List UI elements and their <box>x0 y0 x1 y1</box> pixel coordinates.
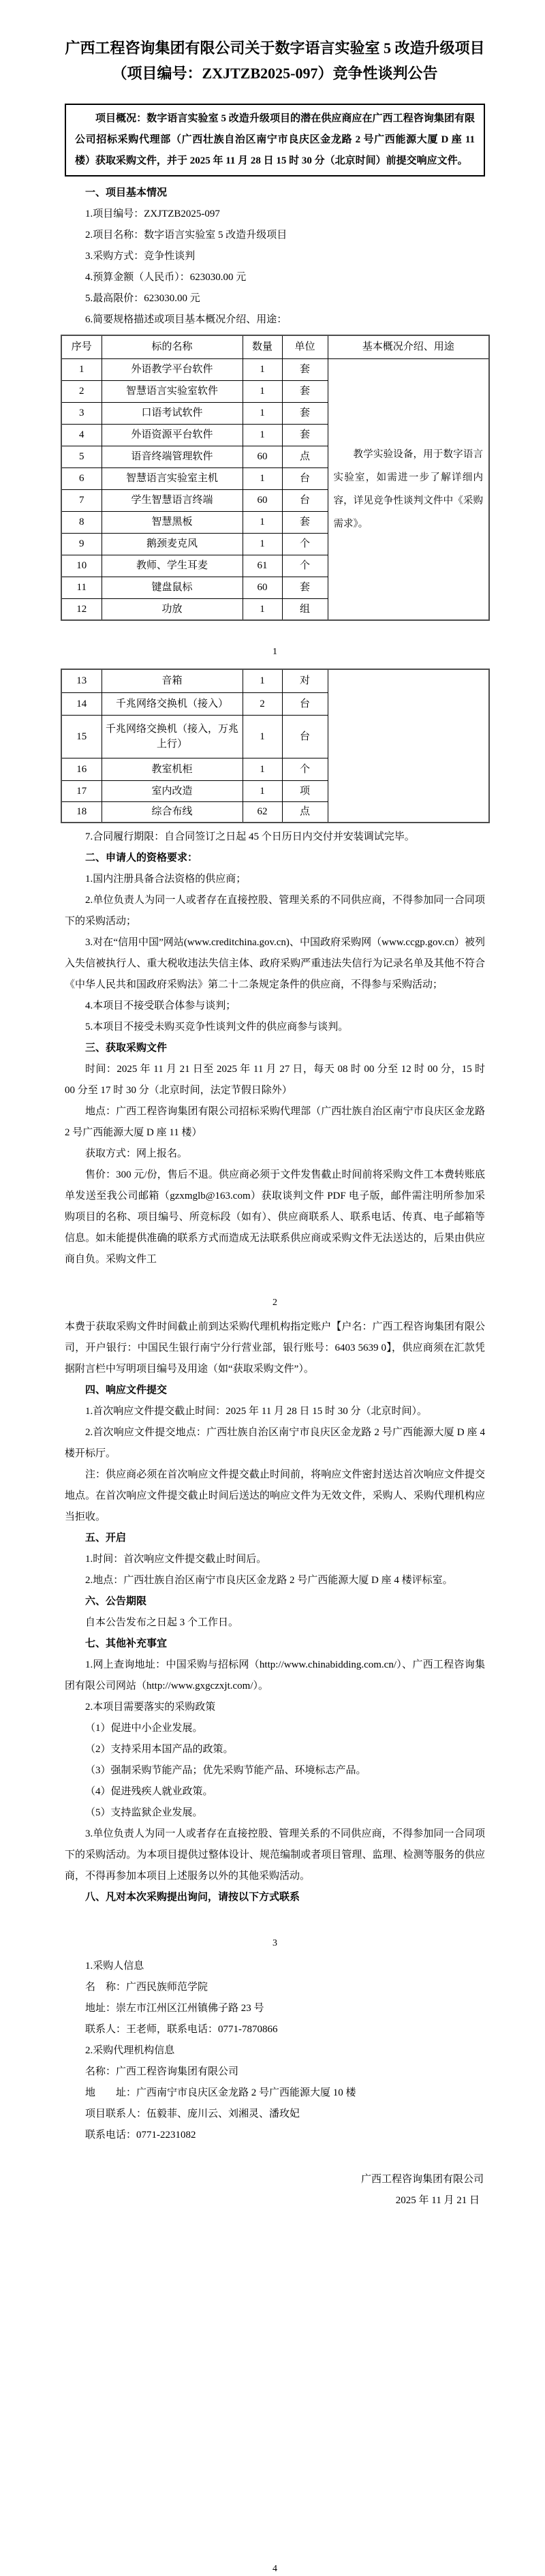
cell-seq: 12 <box>61 598 102 620</box>
announcement-period: 自本公告发布之日起 3 个工作日。 <box>85 1617 239 1628</box>
qualification-item: 4.本项目不接受联合体参与谈判； <box>85 1000 236 1011</box>
policy-item: （3）强制采购节能产品；优先采购节能产品、环境标志产品。 <box>85 1765 367 1776</box>
opening-time: 1.时间：首次响应文件提交截止时间后。 <box>85 1554 267 1565</box>
cell-qty: 2 <box>243 692 282 715</box>
sec1-item-spec-intro: 6.简要规格描述或项目基本概况介绍、用途： <box>85 314 287 325</box>
cell-name: 教师、学生耳麦 <box>102 555 243 577</box>
cell-name: 音箱 <box>102 669 243 692</box>
cell-unit: 套 <box>282 511 328 533</box>
cell-qty: 1 <box>243 598 282 620</box>
page-number-1 <box>65 645 485 659</box>
sec3-heading: 三、获取采购文件 <box>85 1043 168 1054</box>
agency-name: 名称：广西工程咨询集团有限公司 <box>85 2066 239 2077</box>
cell-qty: 60 <box>243 489 282 511</box>
cell-qty: 61 <box>243 555 282 577</box>
page-number-text: 2 <box>272 1298 277 1308</box>
policy-item: （2）支持采用本国产品的政策。 <box>85 1744 234 1755</box>
cell-unit: 个 <box>282 533 328 555</box>
col-header-name: 标的名称 <box>102 335 243 358</box>
sec1-heading: 一、项目基本情况 <box>85 187 168 198</box>
signature-company: 广西工程咨询集团有限公司 <box>360 2174 484 2185</box>
cell-name: 语音终端管理软件 <box>102 446 243 467</box>
cell-name: 外语资源平台软件 <box>102 424 243 446</box>
cell-qty: 1 <box>243 715 282 758</box>
table-row <box>61 669 489 692</box>
col-header-qty: 数量 <box>243 335 282 358</box>
cell-qty: 62 <box>243 801 282 823</box>
remark-text: 教学实验设备，用于数字语言实验室，如需进一步了解详细内容，详见竞争性谈判文件中《采购需求》。 <box>333 448 483 530</box>
signature-block <box>65 2169 485 2211</box>
sec1-item-project-name: 2.项目名称：数字语言实验室 5 改造升级项目 <box>85 230 287 241</box>
page-number-text: 3 <box>272 1938 277 1948</box>
policy-item: （4）促进残疾人就业政策。 <box>85 1786 213 1797</box>
agency-info-heading: 2.采购代理机构信息 <box>85 2045 175 2056</box>
cell-name: 千兆网络交换机（接入） <box>102 692 243 715</box>
cell-unit: 套 <box>282 380 328 402</box>
cell-seq: 4 <box>61 424 102 446</box>
doc-price-para-part2: 本费于获取采购文件时间截止前到达采购代理机构指定账户【户名：广西工程咨询集团有限公司，开户银行：中国民生银行南宁分行营业部，银行账号：6403 5639 0】，供应商须在汇款凭据附言栏中写明项目编号及用途（如“获取采购文件”）。 <box>65 1321 485 1375</box>
cell-unit: 台 <box>282 715 328 758</box>
doc-obtain-time: 时间：2025 年 11 月 21 日至 2025 年 11 月 27 日，每天 08 时 00 分至 12 时 00 分，15 时 00 分至 17 时 30 分（北京时间，法定节假日除外） <box>65 1064 485 1096</box>
cell-seq: 8 <box>61 511 102 533</box>
cell-name: 键盘鼠标 <box>102 577 243 598</box>
online-query-address: 1.网上查询地址：中国采购与招标网（http://www.chinabidding.com.cn/）、广西工程咨询集团有限公司网站（http://www.gxgczxjt.com/）。 <box>65 1659 485 1691</box>
agency-address: 地 址：广西南宁市良庆区金龙路 2 号广西能源大厦 10 楼 <box>85 2087 356 2098</box>
cell-seq: 5 <box>61 446 102 467</box>
purchaser-contact: 联系人：王老师，联系电话：0771-7870866 <box>85 2024 278 2035</box>
purchaser-name: 名 称：广西民族师范学院 <box>85 1982 208 1993</box>
cell-seq: 1 <box>61 358 102 380</box>
purchaser-info-heading: 1.采购人信息 <box>85 1961 144 1972</box>
cell-qty: 1 <box>243 758 282 780</box>
sec8-heading: 八、凡对本次采购提出询问，请按以下方式联系 <box>85 1892 300 1903</box>
purchaser-address: 地址：崇左市江州区江州镇佛子路 23 号 <box>85 2003 264 2014</box>
page-number-3 <box>65 1937 485 1950</box>
cell-name: 智慧黑板 <box>102 511 243 533</box>
col-header-seq: 序号 <box>61 335 102 358</box>
cell-seq: 11 <box>61 577 102 598</box>
cell-name: 综合布线 <box>102 801 243 823</box>
cell-seq: 6 <box>61 467 102 489</box>
cell-qty: 1 <box>243 380 282 402</box>
project-overview-text: 项目概况：数字语言实验室 5 改造升级项目的潜在供应商应在广西工程咨询集团有限公司招标采购代理部（广西壮族自治区南宁市良庆区金龙路 2 号广西能源大厦 D 座 11 楼）获取采购文件，并于 2025 年 11 月 28 日 15 时 30 分（北京时间）前提交响应文件。 <box>75 113 475 166</box>
cell-seq: 17 <box>61 780 102 801</box>
opening-place: 2.地点：广西壮族自治区南宁市良庆区金龙路 2 号广西能源大厦 D 座 4 楼评标室。 <box>85 1575 453 1586</box>
cell-name: 智慧语言实验室主机 <box>102 467 243 489</box>
cell-unit: 对 <box>282 669 328 692</box>
cell-unit: 个 <box>282 758 328 780</box>
cell-qty: 1 <box>243 424 282 446</box>
title-line-1: 广西工程咨询集团有限公司关于数字语言实验室 5 改造升级项目 <box>65 40 485 57</box>
cell-name: 智慧语言实验室软件 <box>102 380 243 402</box>
cell-unit: 个 <box>282 555 328 577</box>
cell-seq: 7 <box>61 489 102 511</box>
cell-name: 功放 <box>102 598 243 620</box>
cell-seq: 9 <box>61 533 102 555</box>
cell-qty: 1 <box>243 402 282 424</box>
cell-unit: 台 <box>282 692 328 715</box>
remark-cell <box>328 358 489 620</box>
cell-seq: 10 <box>61 555 102 577</box>
cell-name: 千兆网络交换机（接入，万兆上行） <box>102 715 243 758</box>
sec1-item-project-number: 1.项目编号：ZXJTZB2025-097 <box>85 209 220 219</box>
page-number-text: 1 <box>272 647 277 657</box>
cell-seq: 16 <box>61 758 102 780</box>
cell-seq: 3 <box>61 402 102 424</box>
response-deadline: 1.首次响应文件提交截止时间：2025 年 11 月 28 日 15 时 30 分（北京时间）。 <box>85 1406 427 1417</box>
qualification-item: 5.本项目不接受未购买竞争性谈判文件的供应商参与谈判。 <box>85 1022 349 1032</box>
cell-unit: 台 <box>282 467 328 489</box>
cell-qty: 1 <box>243 669 282 692</box>
col-header-unit: 单位 <box>282 335 328 358</box>
sec6-heading: 六、公告期限 <box>85 1596 147 1607</box>
cell-unit: 套 <box>282 424 328 446</box>
project-overview-box <box>65 104 485 177</box>
cell-qty: 1 <box>243 358 282 380</box>
sec1-item-budget: 4.预算金额（人民币）：623030.00 元 <box>85 272 247 283</box>
doc-price-para-part1: 售价：300 元/份，售后不退。供应商必须于文件发售截止时间前将采购文件工本费转账底单发送至我公司邮箱（gzxmglb@163.com）获取谈判文件 PDF 电子版，邮件需注明所参加采购项目的名称、项目编号、所竞标段（如有）、供应商联系人、联系电话、传真、电子邮箱等信息。如未能提供准确的联系方式而造成无法联系供应商或采购文件无法送达的，后果由供应商自负。采购文件工 <box>65 1169 485 1265</box>
signature-date: 2025 年 11 月 21 日 <box>395 2195 480 2206</box>
remark-cell-continued <box>328 669 489 823</box>
agency-contact-persons: 项目联系人：伍毅菲、庞川云、刘湘灵、潘玫妃 <box>85 2109 300 2119</box>
sec1-item-price-cap: 5.最高限价：623030.00 元 <box>85 293 200 304</box>
agency-phone: 联系电话：0771-2231082 <box>85 2130 196 2141</box>
sec2-heading: 二、申请人的资格要求： <box>85 853 198 863</box>
cell-unit: 套 <box>282 358 328 380</box>
cell-name: 鹅颈麦克风 <box>102 533 243 555</box>
cell-unit: 套 <box>282 402 328 424</box>
goods-table-page2 <box>61 669 490 823</box>
cell-name: 外语教学平台软件 <box>102 358 243 380</box>
sec1-item-contract-term: 7.合同履行期限：自合同签订之日起 45 个日历日内交付并安装调试完毕。 <box>85 831 415 842</box>
title-line-2: （项目编号：ZXJTZB2025-097）竞争性谈判公告 <box>112 65 438 82</box>
cell-qty: 60 <box>243 446 282 467</box>
cell-qty: 1 <box>243 467 282 489</box>
same-principal-restriction: 3.单位负责人为同一人或者存在直接控股、管理关系的不同供应商，不得参加同一合同项下的采购活动。为本项目提供过整体设计、规范编制或者项目管理、监理、检测等服务的供应商，不得再参加本项目上述服务以外的其他采购活动。 <box>65 1828 485 1882</box>
cell-name: 学生智慧语言终端 <box>102 489 243 511</box>
sec1-item-procurement-method: 3.采购方式：竞争性谈判 <box>85 251 196 262</box>
cell-seq: 18 <box>61 801 102 823</box>
table-row <box>61 358 489 380</box>
cell-unit: 项 <box>282 780 328 801</box>
doc-obtain-method: 获取方式：网上报名。 <box>85 1148 188 1159</box>
response-place: 2.首次响应文件提交地点：广西壮族自治区南宁市良庆区金龙路 2 号广西能源大厦 D 座 4 楼开标厅。 <box>65 1427 485 1459</box>
cell-unit: 台 <box>282 489 328 511</box>
cell-qty: 1 <box>243 780 282 801</box>
cell-qty: 60 <box>243 577 282 598</box>
sec7-heading: 七、其他补充事宜 <box>85 1638 168 1649</box>
cell-unit: 组 <box>282 598 328 620</box>
cell-seq: 15 <box>61 715 102 758</box>
document-title <box>65 35 485 86</box>
cell-qty: 1 <box>243 511 282 533</box>
cell-name: 口语考试软件 <box>102 402 243 424</box>
qualification-item: 2.单位负责人为同一人或者存在直接控股、管理关系的不同供应商，不得参加同一合同项下的采购活动； <box>65 895 485 927</box>
cell-seq: 2 <box>61 380 102 402</box>
goods-table-page1 <box>61 335 490 621</box>
cell-seq: 13 <box>61 669 102 692</box>
page-number-4 <box>65 2562 485 2576</box>
cell-unit: 套 <box>282 577 328 598</box>
table-header-row <box>61 335 489 358</box>
cell-seq: 14 <box>61 692 102 715</box>
cell-name: 教室机柜 <box>102 758 243 780</box>
cell-name: 室内改造 <box>102 780 243 801</box>
col-header-remark: 基本概况介绍、用途 <box>328 335 489 358</box>
procurement-policy-intro: 2.本项目需要落实的采购政策 <box>85 1702 216 1713</box>
cell-qty: 1 <box>243 533 282 555</box>
page-number-text: 4 <box>272 2564 277 2574</box>
doc-obtain-place: 地点：广西工程咨询集团有限公司招标采购代理部（广西壮族自治区南宁市良庆区金龙路 2 号广西能源大厦 D 座 11 楼） <box>65 1106 485 1138</box>
cell-unit: 点 <box>282 446 328 467</box>
response-note: 注：供应商必须在首次响应文件提交截止时间前，将响应文件密封送达首次响应文件提交地点。在首次响应文件提交截止时间后送达的响应文件为无效文件，采购人、采购代理机构应当拒收。 <box>65 1469 485 1522</box>
page-number-2 <box>65 1296 485 1310</box>
policy-item: （1）促进中小企业发展。 <box>85 1723 203 1734</box>
qualification-item: 3.对在“信用中国”网站(www.creditchina.gov.cn)、中国政府采购网（www.ccgp.gov.cn）被列入失信被执行人、重大税收违法失信主体、政府采购严重违法失信行为记录名单及其他不符合《中华人民共和国政府采购法》第二十二条规定条件的供应商，不得参与采购活动； <box>65 937 485 990</box>
policy-item: （5）支持监狱企业发展。 <box>85 1807 203 1818</box>
sec5-heading: 五、开启 <box>85 1533 127 1544</box>
qualification-item: 1.国内注册具备合法资格的供应商； <box>85 874 247 885</box>
cell-unit: 点 <box>282 801 328 823</box>
sec4-heading: 四、响应文件提交 <box>85 1385 168 1396</box>
